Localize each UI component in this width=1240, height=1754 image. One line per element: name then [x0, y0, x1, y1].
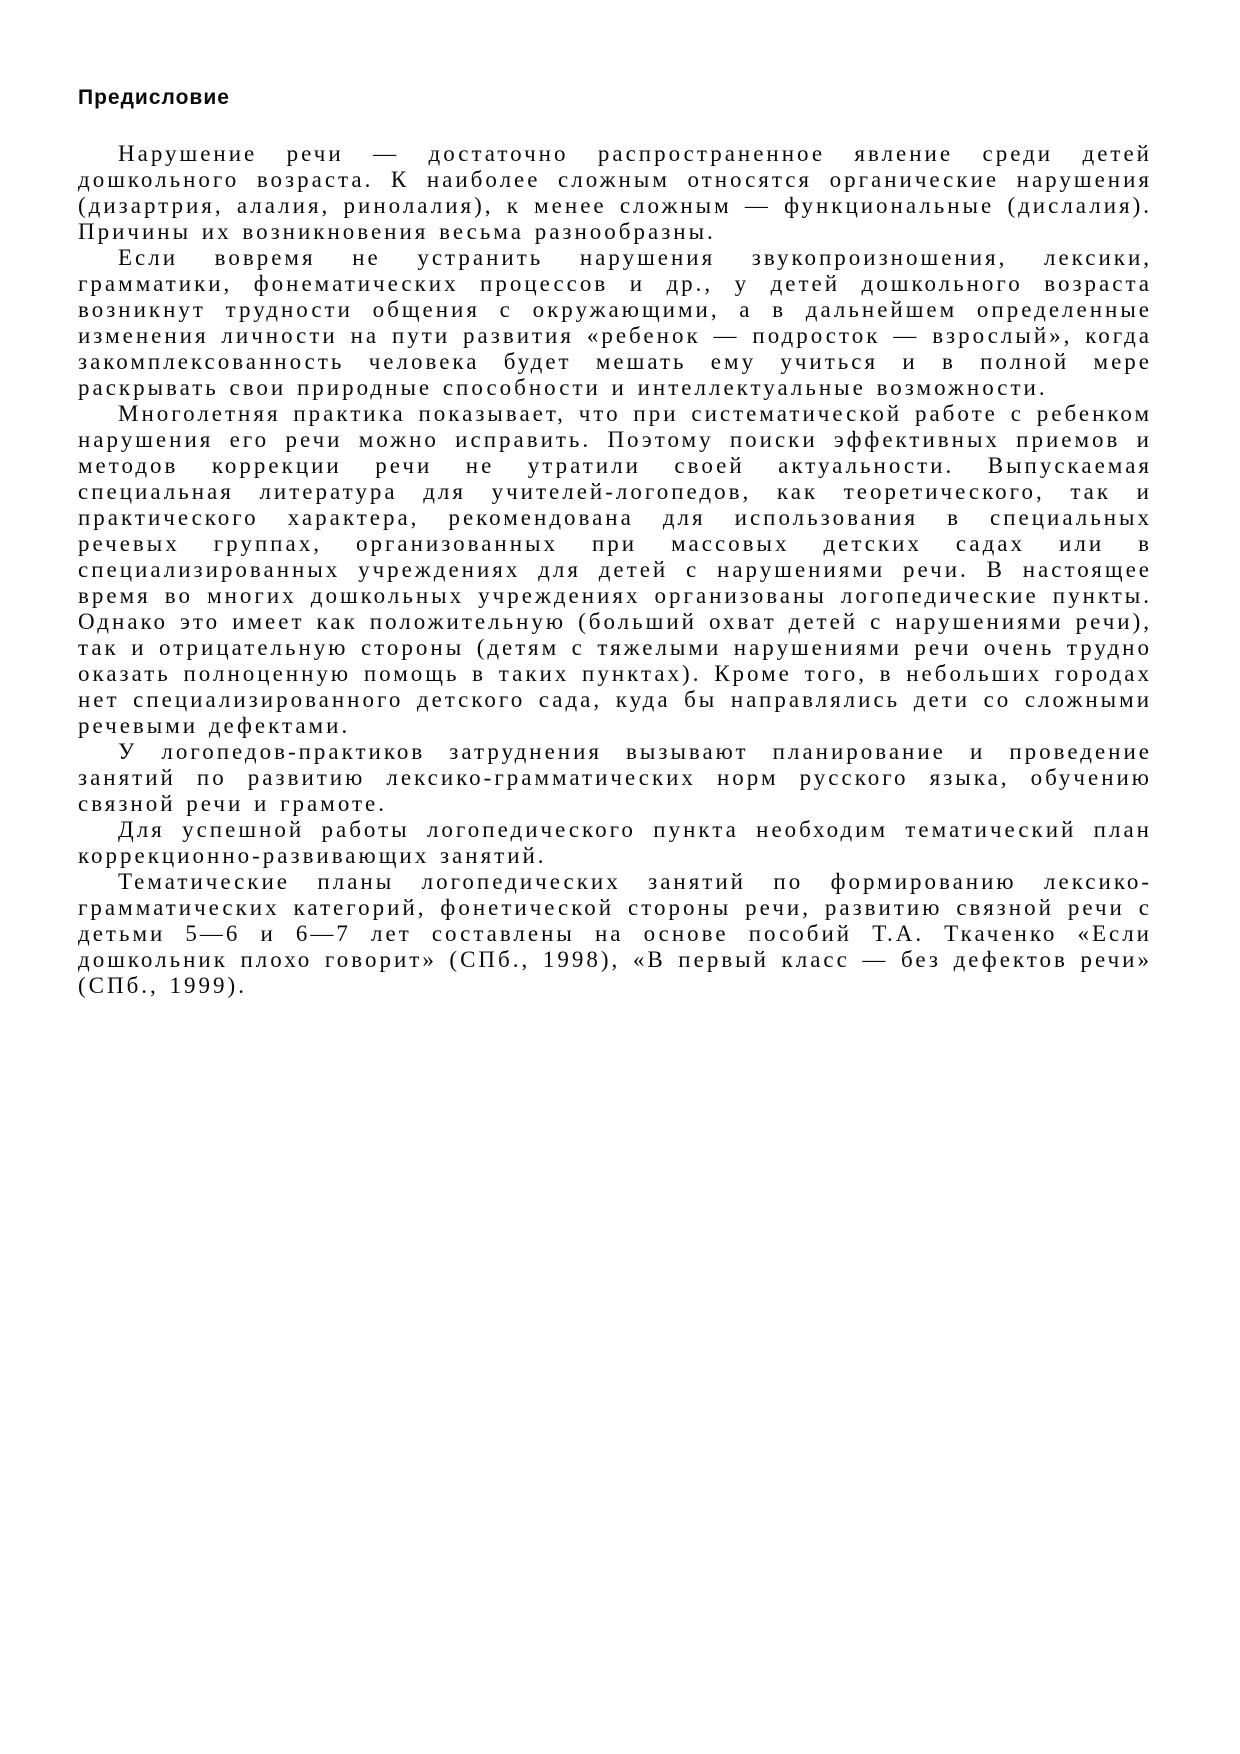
paragraph-4: У логопедов-практиков затруднения вызывают планирование и проведение занятий по развитию лексико-грамматических норм русского языка, обучению связной речи и грамоте.: [78, 739, 1152, 816]
body-text: [78, 141, 1152, 999]
paragraph-5: Для успешной работы логопедического пункта необходим тематический план коррекционно-развивающих занятий.: [78, 817, 1152, 868]
paragraph-3: Многолетняя практика показывает, что при систематической работе с ребенком нарушения его речи можно исправить. Поэтому поиски эффективных приемов и методов коррекции речи не утратили своей актуальности. Выпускаемая специальная литература для учителей-логопедов, как теоретического, так и практического характера, рекомендована для использования в специальных речевых группах, организованных при массовых детских садах или в специализированных учреждениях для детей с нарушениями речи. В настоящее время во многих дошкольных учреждениях организованы логопедические пункты. Однако это имеет как положительную (больший охват детей с нарушениями речи), так и отрицательную стороны (детям с тяжелыми нарушениями речи очень трудно оказать полноценную помощь в таких пунктах). Кроме того, в небольших городах нет специализированного детского сада, куда бы направлялись дети со сложными речевыми дефектами.: [78, 401, 1152, 738]
paragraph-6: Тематические планы логопедических занятий по формированию лексико-грамматических категорий, фонетической стороны речи, развитию связной речи с детьми 5—6 и 6—7 лет составлены на основе пособий Т.А. Ткаченко «Если дошкольник плохо говорит» (СПб., 1998), «В первый класс — без дефектов речи» (СПб., 1999).: [78, 869, 1152, 998]
page-content: [78, 86, 1152, 999]
paragraph-2: Если вовремя не устранить нарушения звукопроизношения, лексики, грамматики, фонематических процессов и др., у детей дошкольного возраста возникнут трудности общения с окружающими, а в дальнейшем определенные изменения личности на пути развития «ребенок — подросток — взрослый», когда закомплексованность человека будет мешать ему учиться и в полной мере раскрывать свои природные способности и интеллектуальные возможности.: [78, 245, 1152, 400]
page-title: Предисловие: [78, 86, 230, 109]
paragraph-1: Нарушение речи — достаточно распространенное явление среди детей дошкольного возраста. К наиболее сложным относятся органические нарушения (дизартрия, алалия, ринолалия), к менее сложным — функциональные (дислалия). Причины их возникновения весьма разнообразны.: [78, 141, 1152, 244]
